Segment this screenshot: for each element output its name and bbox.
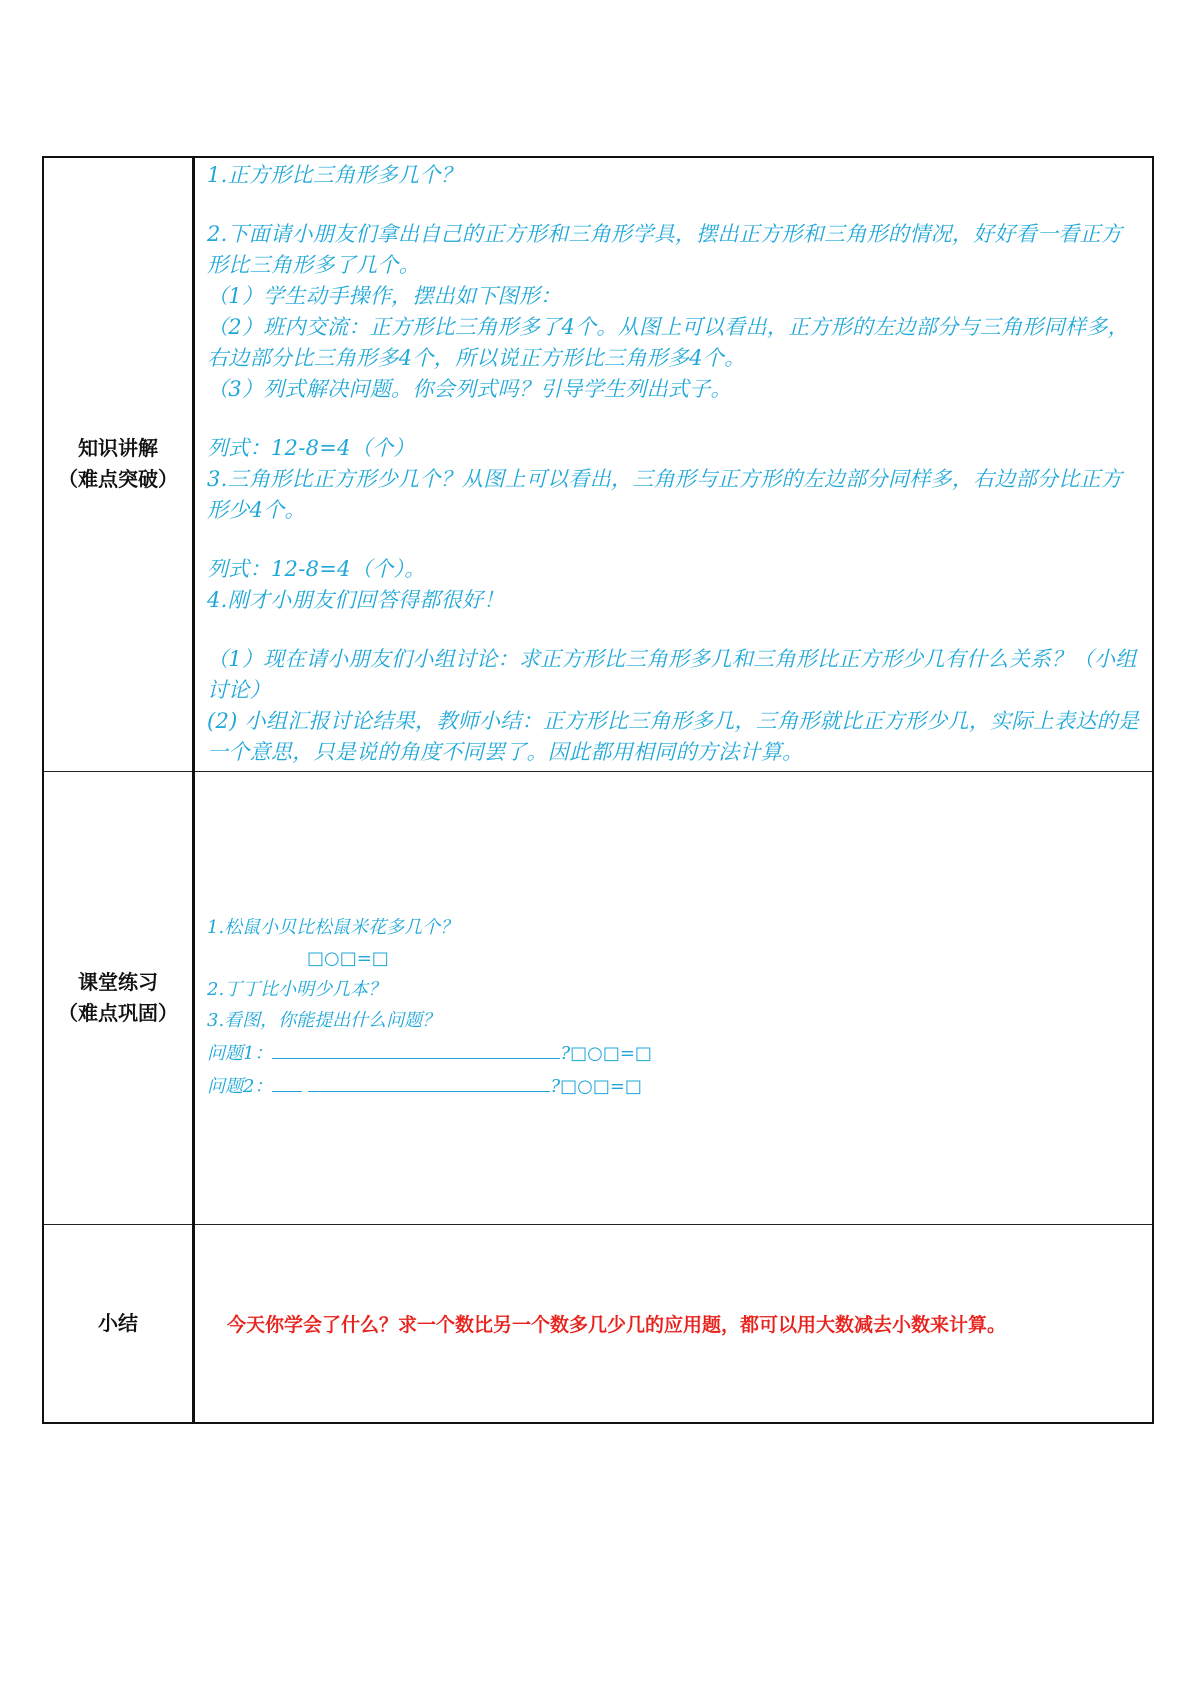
knowledge-paragraph-7: 3.三角形比正方形少几个？从图上可以看出，三角形与正方形的左边部分同样多，右边部分比正方形少4个。 — [207, 467, 1123, 522]
label-knowledge-subtitle: （难点突破） — [58, 467, 178, 492]
knowledge-paragraph-2: 2.下面请小朋友们拿出自己的正方形和三角形学具，摆出正方形和三角形的情况，好好看一看正方形比三角形多了几个。 — [207, 222, 1123, 277]
content-cell-practice — [194, 771, 1154, 1224]
label-cell-practice — [43, 771, 194, 1224]
practice-question-5-suffix: ?□○□=□ — [550, 1075, 642, 1097]
label-cell-summary — [43, 1224, 194, 1423]
lesson-plan-table — [42, 156, 1154, 1424]
practice-question-5-prefix: 问题2： — [207, 1075, 273, 1097]
knowledge-paragraph-8: 列式：12-8=4（个）。 — [207, 557, 426, 581]
summary-text: 今天你学会了什么？求一个数比另一个数多几少几的应用题，都可以用大数减去小数来计算。 — [227, 1313, 1007, 1336]
label-knowledge-title: 知识讲解 — [78, 436, 158, 461]
answer-blank-1 — [272, 1036, 560, 1059]
practice-body — [195, 772, 1152, 1102]
practice-question-3: 3.看图，你能提出什么问题？ — [207, 1009, 441, 1031]
label-practice-title: 课堂练习 — [78, 969, 158, 994]
practice-question-4-prefix: 问题1： — [207, 1042, 273, 1064]
content-cell-knowledge — [194, 157, 1154, 771]
practice-formula-1: □○□=□ — [307, 947, 389, 969]
knowledge-paragraph-6: 列式：12-8=4（个） — [207, 436, 415, 460]
knowledge-paragraph-5: （3）列式解决问题。你会列式吗？引导学生列出式子。 — [207, 377, 732, 401]
practice-question-5-line — [207, 1069, 1142, 1102]
practice-question-2: 2.丁丁比小明少几本？ — [207, 978, 387, 1000]
label-practice-subtitle: （难点巩固） — [58, 1000, 178, 1025]
row-summary — [43, 1224, 1153, 1423]
practice-question-1: 1.松鼠小贝比松鼠米花多几个？ — [207, 916, 459, 938]
knowledge-paragraph-1: 1.正方形比三角形多几个？ — [207, 163, 462, 187]
knowledge-body — [195, 158, 1152, 768]
row-practice — [43, 771, 1153, 1224]
practice-question-4-suffix: ?□○□=□ — [560, 1042, 652, 1064]
knowledge-paragraph-10: （1）现在请小朋友们小组讨论：求正方形比三角形多几和三角形比正方形少几有什么关系？（小组讨论） — [207, 647, 1137, 702]
answer-blank-2c — [338, 1069, 550, 1092]
knowledge-paragraph-11: (2) 小组汇报讨论结果，教师小结：正方形比三角形多几，三角形就比正方形少几，实际上表达的是一个意思，只是说的角度不同罢了。因此都用相同的方法计算。 — [207, 709, 1140, 764]
label-cell-knowledge — [43, 157, 194, 771]
knowledge-paragraph-4: （2）班内交流：正方形比三角形多了4个。从图上可以看出，正方形的左边部分与三角形同样多，右边部分比三角形多4个，所以说正方形比三角形多4个。 — [207, 315, 1129, 370]
answer-blank-2a — [272, 1069, 302, 1092]
label-summary-title: 小结 — [98, 1310, 138, 1335]
content-cell-summary — [194, 1224, 1154, 1423]
answer-blank-2b — [308, 1069, 338, 1092]
knowledge-paragraph-9: 4.刚才小朋友们回答得都很好！ — [207, 588, 505, 612]
knowledge-paragraph-3: （1）学生动手操作，摆出如下图形： — [207, 284, 562, 308]
row-knowledge — [43, 157, 1153, 771]
practice-question-4-line — [207, 1036, 1142, 1069]
